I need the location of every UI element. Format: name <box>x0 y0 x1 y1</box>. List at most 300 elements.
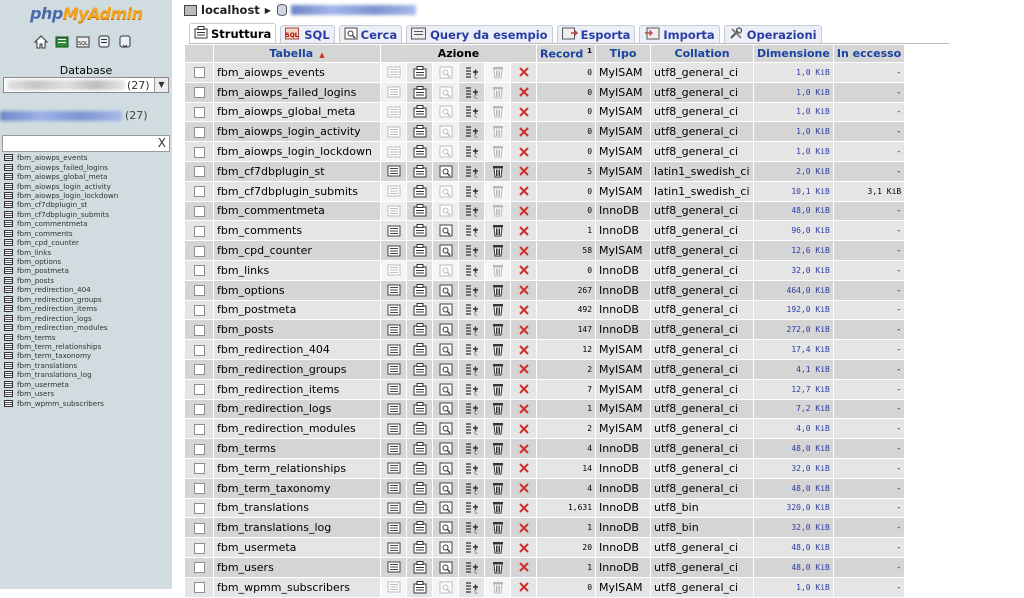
structure-button[interactable] <box>407 518 432 537</box>
browse-button[interactable] <box>381 83 406 102</box>
phpmyadmin-logo[interactable] <box>30 4 143 23</box>
table-size[interactable]: 10,1 KiB <box>754 182 833 201</box>
row-checkbox[interactable] <box>185 360 213 379</box>
nav-table-item[interactable] <box>4 342 118 351</box>
structure-button[interactable] <box>407 103 432 122</box>
insert-button[interactable] <box>459 103 484 122</box>
table-size[interactable]: 48,0 KiB <box>754 439 833 458</box>
drop-button[interactable] <box>511 202 536 221</box>
table-size[interactable]: 17,4 KiB <box>754 340 833 359</box>
empty-button[interactable] <box>485 162 510 181</box>
row-checkbox[interactable] <box>185 320 213 339</box>
row-checkbox[interactable] <box>185 261 213 280</box>
drop-button[interactable] <box>511 459 536 478</box>
table-name[interactable]: fbm_usermeta <box>214 538 380 557</box>
drop-button[interactable] <box>511 578 536 597</box>
nav-table-item[interactable] <box>4 172 118 181</box>
row-checkbox[interactable] <box>185 122 213 141</box>
drop-button[interactable] <box>511 400 536 419</box>
nav-table-item[interactable] <box>4 162 118 171</box>
empty-button[interactable] <box>485 103 510 122</box>
browse-button[interactable] <box>381 320 406 339</box>
browse-button[interactable] <box>381 301 406 320</box>
nav-table-item[interactable] <box>4 200 118 209</box>
header-type[interactable]: Tipo <box>596 45 650 62</box>
insert-button[interactable] <box>459 202 484 221</box>
drop-button[interactable] <box>511 63 536 82</box>
empty-button[interactable] <box>485 340 510 359</box>
insert-button[interactable] <box>459 499 484 518</box>
checkbox[interactable] <box>194 246 205 257</box>
breadcrumb-server[interactable]: localhost <box>201 3 260 17</box>
table-size[interactable]: 48,0 KiB <box>754 558 833 577</box>
nav-table-item[interactable] <box>4 276 118 285</box>
drop-button[interactable] <box>511 499 536 518</box>
nav-table-item[interactable] <box>4 304 118 313</box>
empty-button[interactable] <box>485 301 510 320</box>
search-button[interactable] <box>433 439 458 458</box>
search-button[interactable] <box>433 83 458 102</box>
insert-button[interactable] <box>459 83 484 102</box>
empty-button[interactable] <box>485 221 510 240</box>
empty-button[interactable] <box>485 578 510 597</box>
table-name[interactable]: fbm_postmeta <box>214 301 380 320</box>
row-checkbox[interactable] <box>185 162 213 181</box>
row-checkbox[interactable] <box>185 182 213 201</box>
drop-button[interactable] <box>511 301 536 320</box>
search-button[interactable] <box>433 221 458 240</box>
checkbox[interactable] <box>194 582 205 593</box>
structure-button[interactable] <box>407 162 432 181</box>
drop-button[interactable] <box>511 162 536 181</box>
browse-button[interactable] <box>381 162 406 181</box>
row-checkbox[interactable] <box>185 142 213 161</box>
checkbox[interactable] <box>194 345 205 356</box>
drop-button[interactable] <box>511 221 536 240</box>
table-size[interactable]: 96,0 KiB <box>754 221 833 240</box>
row-checkbox[interactable] <box>185 538 213 557</box>
checkbox[interactable] <box>194 67 205 78</box>
search-button[interactable] <box>433 261 458 280</box>
table-size[interactable]: 32,0 KiB <box>754 261 833 280</box>
nav-table-item[interactable] <box>4 229 118 238</box>
nav-table-item[interactable] <box>4 191 118 200</box>
browse-button[interactable] <box>381 459 406 478</box>
drop-button[interactable] <box>511 538 536 557</box>
nav-table-item[interactable] <box>4 380 118 389</box>
table-size[interactable]: 272,0 KiB <box>754 320 833 339</box>
empty-button[interactable] <box>485 281 510 300</box>
nav-table-item[interactable] <box>4 361 118 370</box>
sql-docs-icon[interactable] <box>76 35 90 49</box>
insert-button[interactable] <box>459 400 484 419</box>
insert-button[interactable] <box>459 320 484 339</box>
search-button[interactable] <box>433 320 458 339</box>
table-icon[interactable] <box>4 192 13 199</box>
table-size[interactable]: 4,0 KiB <box>754 419 833 438</box>
browse-button[interactable] <box>381 103 406 122</box>
browse-button[interactable] <box>381 221 406 240</box>
insert-button[interactable] <box>459 518 484 537</box>
checkbox[interactable] <box>194 384 205 395</box>
database-select[interactable] <box>3 77 169 93</box>
table-name[interactable]: fbm_aiowps_login_activity <box>214 122 380 141</box>
checkbox[interactable] <box>194 463 205 474</box>
row-checkbox[interactable] <box>185 499 213 518</box>
table-name[interactable]: fbm_commentmeta <box>214 202 380 221</box>
empty-button[interactable] <box>485 142 510 161</box>
table-icon[interactable] <box>4 343 13 350</box>
row-checkbox[interactable] <box>185 578 213 597</box>
structure-button[interactable] <box>407 83 432 102</box>
structure-button[interactable] <box>407 320 432 339</box>
empty-button[interactable] <box>485 202 510 221</box>
checkbox[interactable] <box>194 285 205 296</box>
checkbox[interactable] <box>194 87 205 98</box>
search-button[interactable] <box>433 419 458 438</box>
structure-button[interactable] <box>407 63 432 82</box>
table-name[interactable]: fbm_cpd_counter <box>214 241 380 260</box>
drop-button[interactable] <box>511 380 536 399</box>
header-size[interactable]: Dimensione <box>754 45 833 62</box>
empty-button[interactable] <box>485 558 510 577</box>
table-size[interactable]: 4,1 KiB <box>754 360 833 379</box>
table-icon[interactable] <box>4 286 13 293</box>
table-icon[interactable] <box>4 230 13 237</box>
table-icon[interactable] <box>4 334 13 341</box>
search-button[interactable] <box>433 281 458 300</box>
insert-button[interactable] <box>459 182 484 201</box>
header-collation[interactable]: Collation <box>651 45 753 62</box>
drop-button[interactable] <box>511 281 536 300</box>
search-button[interactable] <box>433 459 458 478</box>
drop-button[interactable] <box>511 340 536 359</box>
table-name[interactable]: fbm_cf7dbplugin_st <box>214 162 380 181</box>
drop-button[interactable] <box>511 122 536 141</box>
structure-button[interactable] <box>407 360 432 379</box>
table-name[interactable]: fbm_links <box>214 261 380 280</box>
checkbox[interactable] <box>194 483 205 494</box>
table-icon[interactable] <box>4 296 13 303</box>
table-size[interactable]: 12,6 KiB <box>754 241 833 260</box>
empty-button[interactable] <box>485 122 510 141</box>
row-checkbox[interactable] <box>185 301 213 320</box>
table-size[interactable]: 7,2 KiB <box>754 400 833 419</box>
empty-button[interactable] <box>485 499 510 518</box>
search-button[interactable] <box>433 301 458 320</box>
table-name[interactable]: fbm_posts <box>214 320 380 339</box>
browse-button[interactable] <box>381 241 406 260</box>
structure-button[interactable] <box>407 538 432 557</box>
query-window-icon[interactable] <box>55 35 69 49</box>
structure-button[interactable] <box>407 340 432 359</box>
browse-button[interactable] <box>381 419 406 438</box>
structure-button[interactable] <box>407 459 432 478</box>
drop-button[interactable] <box>511 83 536 102</box>
checkbox[interactable] <box>194 166 205 177</box>
table-icon[interactable] <box>4 164 13 171</box>
tab-query-da-esempio[interactable] <box>406 25 552 43</box>
table-icon[interactable] <box>4 154 13 161</box>
browse-button[interactable] <box>381 63 406 82</box>
header-records[interactable] <box>537 45 595 62</box>
browse-button[interactable] <box>381 122 406 141</box>
nav-table-item[interactable] <box>4 247 118 256</box>
empty-button[interactable] <box>485 439 510 458</box>
structure-button[interactable] <box>407 261 432 280</box>
empty-button[interactable] <box>485 400 510 419</box>
nav-table-item[interactable] <box>4 332 118 341</box>
browse-button[interactable] <box>381 340 406 359</box>
browse-button[interactable] <box>381 142 406 161</box>
header-table-name[interactable] <box>214 45 380 62</box>
empty-button[interactable] <box>485 360 510 379</box>
tab-operazioni[interactable] <box>724 25 822 43</box>
checkbox[interactable] <box>194 265 205 276</box>
search-button[interactable] <box>433 202 458 221</box>
table-name[interactable]: fbm_translations <box>214 499 380 518</box>
clear-filter-button[interactable]: X <box>157 136 166 150</box>
row-checkbox[interactable] <box>185 400 213 419</box>
insert-button[interactable] <box>459 538 484 557</box>
table-icon[interactable] <box>4 211 13 218</box>
browse-button[interactable] <box>381 578 406 597</box>
table-size[interactable]: 12,7 KiB <box>754 380 833 399</box>
nav-table-item[interactable] <box>4 351 118 360</box>
table-icon[interactable] <box>4 305 13 312</box>
insert-button[interactable] <box>459 380 484 399</box>
nav-table-item[interactable] <box>4 389 118 398</box>
empty-button[interactable] <box>485 538 510 557</box>
checkbox[interactable] <box>194 127 205 138</box>
search-button[interactable] <box>433 162 458 181</box>
drop-button[interactable] <box>511 518 536 537</box>
empty-button[interactable] <box>485 459 510 478</box>
checkbox[interactable] <box>194 562 205 573</box>
row-checkbox[interactable] <box>185 83 213 102</box>
drop-button[interactable] <box>511 320 536 339</box>
search-button[interactable] <box>433 142 458 161</box>
table-filter-input[interactable] <box>3 136 151 151</box>
browse-button[interactable] <box>381 538 406 557</box>
empty-button[interactable] <box>485 320 510 339</box>
tab-struttura[interactable] <box>189 23 276 43</box>
table-size[interactable]: 32,0 KiB <box>754 518 833 537</box>
tab-esporta[interactable] <box>557 25 636 43</box>
table-name[interactable]: fbm_options <box>214 281 380 300</box>
drop-button[interactable] <box>511 261 536 280</box>
checkbox[interactable] <box>194 186 205 197</box>
row-checkbox[interactable] <box>185 202 213 221</box>
checkbox[interactable] <box>194 325 205 336</box>
table-icon[interactable] <box>4 277 13 284</box>
nav-table-item[interactable] <box>4 266 118 275</box>
row-checkbox[interactable] <box>185 281 213 300</box>
structure-button[interactable] <box>407 202 432 221</box>
drop-button[interactable] <box>511 142 536 161</box>
table-icon[interactable] <box>4 267 13 274</box>
search-button[interactable] <box>433 380 458 399</box>
table-size[interactable]: 192,0 KiB <box>754 301 833 320</box>
checkbox[interactable] <box>194 523 205 534</box>
table-icon[interactable] <box>4 201 13 208</box>
search-button[interactable] <box>433 122 458 141</box>
table-name[interactable]: fbm_redirection_404 <box>214 340 380 359</box>
nav-table-item[interactable] <box>4 219 118 228</box>
checkbox[interactable] <box>194 226 205 237</box>
table-size[interactable]: 1,0 KiB <box>754 63 833 82</box>
structure-button[interactable] <box>407 499 432 518</box>
row-checkbox[interactable] <box>185 518 213 537</box>
home-icon[interactable] <box>34 35 48 49</box>
tab-importa[interactable] <box>639 25 719 43</box>
search-button[interactable] <box>433 479 458 498</box>
structure-button[interactable] <box>407 182 432 201</box>
table-name[interactable]: fbm_users <box>214 558 380 577</box>
table-icon[interactable] <box>4 315 13 322</box>
table-icon[interactable] <box>4 249 13 256</box>
table-name[interactable]: fbm_redirection_logs <box>214 400 380 419</box>
header-overhead[interactable]: In eccesso <box>834 45 904 62</box>
checkbox[interactable] <box>194 147 205 158</box>
table-icon[interactable] <box>4 258 13 265</box>
nav-table-item[interactable] <box>4 285 118 294</box>
tab-cerca[interactable] <box>339 25 403 43</box>
checkbox[interactable] <box>194 543 205 554</box>
table-size[interactable]: 464,0 KiB <box>754 281 833 300</box>
browse-button[interactable] <box>381 400 406 419</box>
checkbox[interactable] <box>194 305 205 316</box>
table-size[interactable]: 48,0 KiB <box>754 202 833 221</box>
nav-table-item[interactable] <box>4 210 118 219</box>
table-name[interactable]: fbm_aiowps_failed_logins <box>214 83 380 102</box>
empty-button[interactable] <box>485 261 510 280</box>
insert-button[interactable] <box>459 241 484 260</box>
structure-button[interactable] <box>407 419 432 438</box>
checkbox[interactable] <box>194 424 205 435</box>
table-size[interactable]: 48,0 KiB <box>754 538 833 557</box>
insert-button[interactable] <box>459 301 484 320</box>
table-name[interactable]: fbm_comments <box>214 221 380 240</box>
browse-button[interactable] <box>381 558 406 577</box>
table-size[interactable]: 1,0 KiB <box>754 578 833 597</box>
table-size[interactable]: 48,0 KiB <box>754 479 833 498</box>
insert-button[interactable] <box>459 221 484 240</box>
chevron-down-icon[interactable]: ▼ <box>154 78 168 92</box>
insert-button[interactable] <box>459 439 484 458</box>
table-size[interactable]: 1,0 KiB <box>754 142 833 161</box>
table-icon[interactable] <box>4 362 13 369</box>
table-icon[interactable] <box>4 352 13 359</box>
drop-button[interactable] <box>511 419 536 438</box>
insert-button[interactable] <box>459 419 484 438</box>
drop-button[interactable] <box>511 182 536 201</box>
insert-button[interactable] <box>459 63 484 82</box>
row-checkbox[interactable] <box>185 340 213 359</box>
browse-button[interactable] <box>381 499 406 518</box>
search-button[interactable] <box>433 103 458 122</box>
row-checkbox[interactable] <box>185 103 213 122</box>
search-button[interactable] <box>433 578 458 597</box>
table-icon[interactable] <box>4 390 13 397</box>
insert-button[interactable] <box>459 558 484 577</box>
drop-button[interactable] <box>511 241 536 260</box>
table-name[interactable]: fbm_cf7dbplugin_submits <box>214 182 380 201</box>
row-checkbox[interactable] <box>185 63 213 82</box>
structure-button[interactable] <box>407 241 432 260</box>
checkbox[interactable] <box>194 444 205 455</box>
structure-button[interactable] <box>407 400 432 419</box>
drop-button[interactable] <box>511 558 536 577</box>
table-icon[interactable] <box>4 324 13 331</box>
search-button[interactable] <box>433 538 458 557</box>
empty-button[interactable] <box>485 518 510 537</box>
empty-button[interactable] <box>485 241 510 260</box>
drop-button[interactable] <box>511 439 536 458</box>
empty-button[interactable] <box>485 182 510 201</box>
insert-button[interactable] <box>459 142 484 161</box>
checkbox[interactable] <box>194 206 205 217</box>
table-name[interactable]: fbm_redirection_groups <box>214 360 380 379</box>
table-icon[interactable] <box>4 381 13 388</box>
structure-button[interactable] <box>407 380 432 399</box>
table-name[interactable]: fbm_aiowps_login_lockdown <box>214 142 380 161</box>
drop-button[interactable] <box>511 360 536 379</box>
nav-table-item[interactable] <box>4 370 118 379</box>
documentation-icon[interactable] <box>97 35 111 49</box>
row-checkbox[interactable] <box>185 558 213 577</box>
structure-button[interactable] <box>407 301 432 320</box>
search-button[interactable] <box>433 182 458 201</box>
browse-button[interactable] <box>381 380 406 399</box>
table-name[interactable]: fbm_terms <box>214 439 380 458</box>
search-button[interactable] <box>433 558 458 577</box>
search-button[interactable] <box>433 400 458 419</box>
table-icon[interactable] <box>4 239 13 246</box>
nav-table-item[interactable] <box>4 181 118 190</box>
table-size[interactable]: 1,0 KiB <box>754 83 833 102</box>
table-name[interactable]: fbm_redirection_items <box>214 380 380 399</box>
insert-button[interactable] <box>459 360 484 379</box>
table-name[interactable]: fbm_redirection_modules <box>214 419 380 438</box>
insert-button[interactable] <box>459 479 484 498</box>
insert-button[interactable] <box>459 261 484 280</box>
structure-button[interactable] <box>407 578 432 597</box>
browse-button[interactable] <box>381 182 406 201</box>
table-icon[interactable] <box>4 371 13 378</box>
table-name[interactable]: fbm_translations_log <box>214 518 380 537</box>
structure-button[interactable] <box>407 122 432 141</box>
checkbox[interactable] <box>194 364 205 375</box>
structure-button[interactable] <box>407 281 432 300</box>
browse-button[interactable] <box>381 360 406 379</box>
browse-button[interactable] <box>381 202 406 221</box>
table-size[interactable]: 1,0 KiB <box>754 103 833 122</box>
browse-button[interactable] <box>381 439 406 458</box>
empty-button[interactable] <box>485 63 510 82</box>
insert-button[interactable] <box>459 578 484 597</box>
search-button[interactable] <box>433 360 458 379</box>
current-database-link[interactable] <box>0 109 148 122</box>
row-checkbox[interactable] <box>185 479 213 498</box>
structure-button[interactable] <box>407 221 432 240</box>
search-button[interactable] <box>433 241 458 260</box>
browse-button[interactable] <box>381 281 406 300</box>
row-checkbox[interactable] <box>185 439 213 458</box>
nav-table-item[interactable] <box>4 313 118 322</box>
table-name[interactable]: fbm_aiowps_global_meta <box>214 103 380 122</box>
search-button[interactable] <box>433 518 458 537</box>
